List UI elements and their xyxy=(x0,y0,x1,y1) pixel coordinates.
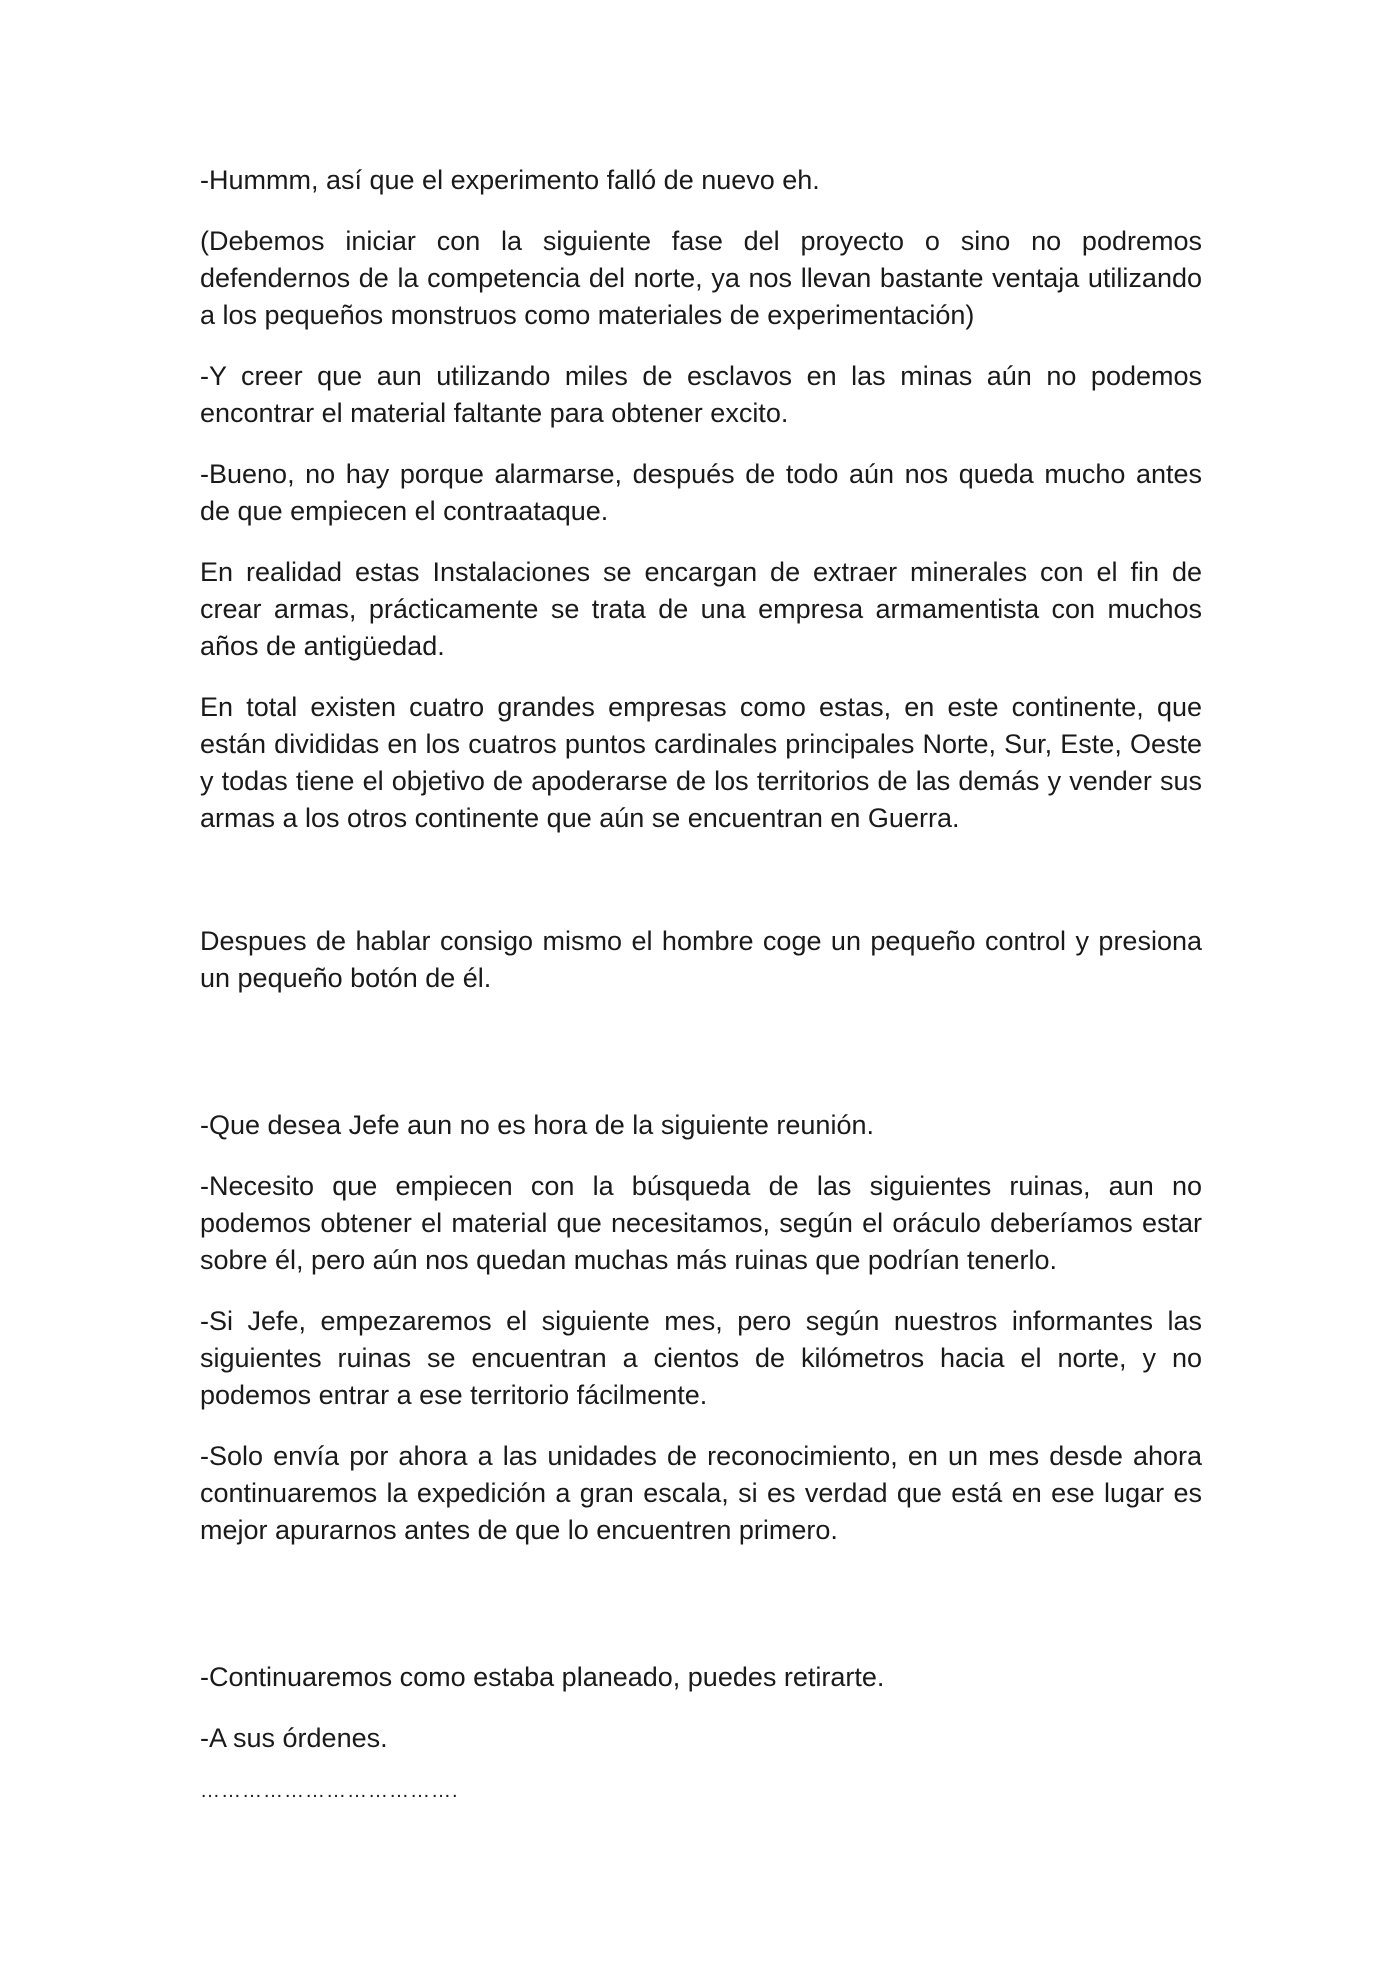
paragraph-12: -Continuaremos como estaba planeado, puedes retirarte. xyxy=(200,1662,885,1692)
document-body xyxy=(200,162,1202,1810)
paragraph-3: -Y creer que aun utilizando miles de esclavos en las minas aún no podemos encontrar el material faltante para obtener excito. xyxy=(200,361,1202,428)
paragraph-1: -Hummm, así que el experimento falló de nuevo eh. xyxy=(200,165,820,195)
paragraph-9: -Necesito que empiecen con la búsqueda de las siguientes ruinas, aun no podemos obtener el material que necesitamos, según el oráculo deberíamos estar sobre él, pero aún nos quedan muchas más ruinas que podrían tenerlo. xyxy=(200,1171,1202,1275)
blank-space xyxy=(200,1573,1202,1659)
paragraph-7: Despues de hablar consigo mismo el hombre coge un pequeño control y presiona un pequeño botón de él. xyxy=(200,926,1202,993)
paragraph-4: -Bueno, no hay porque alarmarse, después de todo aún nos queda mucho antes de que empiecen el contraataque. xyxy=(200,459,1202,526)
paragraph-2: (Debemos iniciar con la siguiente fase del proyecto o sino no podremos defendernos de la competencia del norte, ya nos llevan bastante ventaja utilizando a los pequeños monstruos como materiales de experimentación) xyxy=(200,226,1202,330)
blank-space xyxy=(200,1021,1202,1107)
paragraph-5: En realidad estas Instalaciones se encargan de extraer minerales con el fin de crear armas, prácticamente se trata de una empresa armamentista con muchos años de antigüedad. xyxy=(200,557,1202,661)
paragraph-11: -Solo envía por ahora a las unidades de reconocimiento, en un mes desde ahora continuaremos la expedición a gran escala, si es verdad que está en ese lugar es mejor apurarnos antes de que lo encuentren primero. xyxy=(200,1441,1202,1545)
blank-space xyxy=(200,861,1202,923)
paragraph-8: -Que desea Jefe aun no es hora de la siguiente reunión. xyxy=(200,1110,874,1140)
ellipsis-separator: ………………………………. xyxy=(200,1780,459,1802)
paragraph-6: En total existen cuatro grandes empresas como estas, en este continente, que están divididas en los cuatros puntos cardinales principales Norte, Sur, Este, Oeste y todas tiene el objetivo de apoderarse de los territorios de las demás y vender sus armas a los otros continente que aún se encuentran en Guerra. xyxy=(200,692,1202,833)
paragraph-13: -A sus órdenes. xyxy=(200,1723,388,1753)
paragraph-10: -Si Jefe, empezaremos el siguiente mes, pero según nuestros informantes las siguientes ruinas se encuentran a cientos de kilómetros hacia el norte, y no podemos entrar a ese territorio fácilmente. xyxy=(200,1306,1202,1410)
